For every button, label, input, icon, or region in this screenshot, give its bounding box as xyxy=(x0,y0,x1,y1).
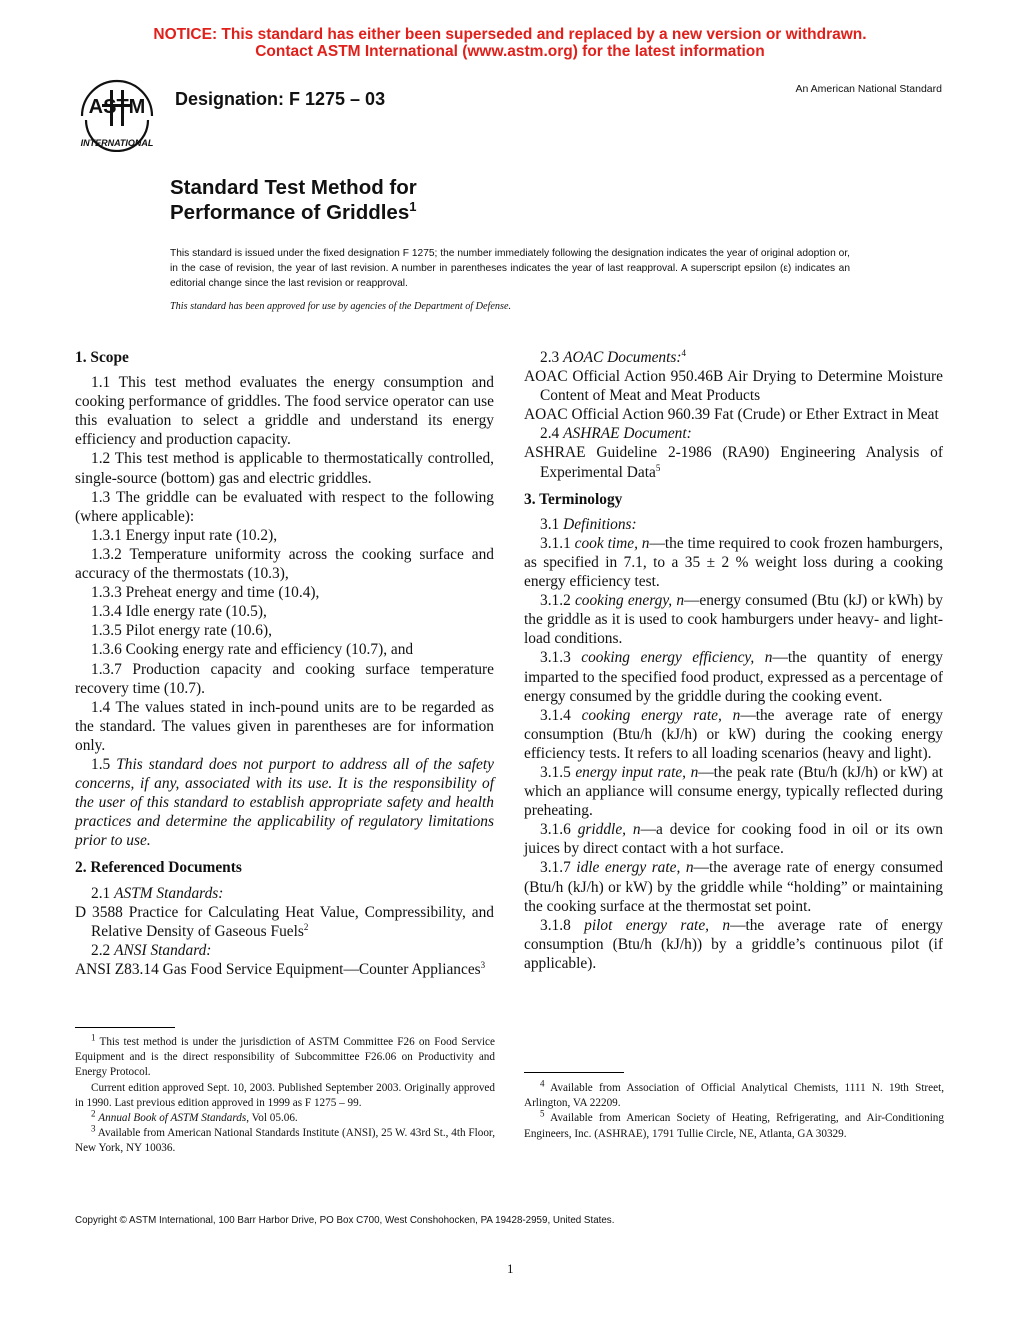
para-1-3-7: 1.3.7 Production capacity and cooking surface temperature recovery time (10.7). xyxy=(75,660,494,697)
para-3-1: 3.1 Definitions: xyxy=(540,515,637,533)
footnote-3: $^3$ Available from American National Standards Institute (ANSI), 25 W. 43rd St., 4th Floor, New York, NY 10036. xyxy=(75,1123,496,1155)
document-title xyxy=(170,175,417,225)
para-1-4: 1.4 The values stated in inch-pound units are to be regarded as the standard. The values given in parentheses are for information only. xyxy=(75,698,494,754)
para-1-3: 1.3 The griddle can be evaluated with respect to the following (where applicable): xyxy=(75,488,494,525)
def-3-1-8: 3.1.8 pilot energy rate, n—the average rate of energy consumption (Btu/h (kJ/h)) by a griddle’s continuous pilot (if applicable). xyxy=(524,916,943,972)
svg-text:ASTM: ASTM xyxy=(88,96,146,118)
para-1-1: 1.1 This test method evaluates the energy consumption and cooking performance of griddles. The food service operator can use this evaluation to select a griddle and understand its energy efficiency and production capacity. xyxy=(75,374,494,449)
designation: Designation: F 1275 – 03 xyxy=(175,89,386,109)
footnote-rule-right xyxy=(524,1072,624,1073)
section-heading-scope: 1. Scope xyxy=(75,349,129,366)
notice-line-2: Contact ASTM International (www.astm.org) for the latest information xyxy=(255,43,765,60)
para-1-3-6: 1.3.6 Cooking energy rate and efficiency (10.7), and xyxy=(91,641,414,659)
def-3-1-5: 3.1.5 energy input rate, n—the peak rate (Btu/h (kJ/h) or kW) at which an appliance will consume energy, typically reflected during preheating. xyxy=(524,763,943,820)
para-2-2: 2.2 ANSI Standard: xyxy=(91,941,212,959)
footnote-5: $^5$ Available from American Society of Heating, Refrigerating, and Air-Conditioning Engineers, Inc. (ASHRAE), 1791 Tullie Circle, NE, Atlanta, GA 30329. xyxy=(524,1108,944,1140)
american-national-standard: An American National Standard xyxy=(795,83,942,95)
def-3-1-4: 3.1.4 cooking energy rate, n—the average rate of energy consumption (Btu/h (kJ/h) or kW) during the cooking energy efficiency tests. It refers to all loading scenarios (heavy and light). xyxy=(524,706,943,762)
issued-statement: This standard is issued under the fixed designation F 1275; the number immediately following the designation indicates the year of original adoption or, in the case of revision, the year of last revision. A number in parentheses indicates the year of last reapproval. A superscript epsilon (ε) indicates an editorial change since the last revision or reapproval. xyxy=(170,248,850,289)
para-2-1: 2.1 ASTM Standards: xyxy=(91,884,224,902)
title-footnote-mark: 1 xyxy=(409,199,417,215)
title-line-2: Performance of Griddles$^1$ xyxy=(170,199,417,224)
ref-aoac-950-46b: AOAC Official Action 950.46B Air Drying to Determine Moisture Content of Meat and Meat Products xyxy=(524,368,943,405)
astm-logo xyxy=(72,78,162,152)
notice-line-1: NOTICE: This standard has either been superseded and replaced by a new version or withdrawn. xyxy=(153,26,867,43)
ref-aoac-960-39: AOAC Official Action 960.39 Fat (Crude) or Ether Extract in Meat xyxy=(524,406,939,424)
ref-ansi-z83-14: ANSI Z83.14 Gas Food Service Equipment—Counter Appliances$^3$ xyxy=(75,959,486,978)
section-heading-referenced-documents: 2. Referenced Documents xyxy=(75,859,242,877)
def-3-1-7: 3.1.7 idle energy rate, n—the average rate of energy consumed (Btu/h (kJ/h) or kW) by the griddle while “holding” or maintaining the cooking surface at the thermostat set point. xyxy=(524,859,944,915)
svg-text:INTERNATIONAL: INTERNATIONAL xyxy=(80,138,154,148)
footnote-rule-left xyxy=(75,1027,175,1028)
left-column xyxy=(75,348,494,979)
ref-ashrae-guideline: ASHRAE Guideline 2-1986 (RA90) Engineering Analysis of Experimental Data$^5$ xyxy=(524,444,943,481)
copyright-line: Copyright © ASTM International, 100 Barr Harbor Drive, PO Box C700, West Conshohocken, PA 19428-2959, United States. xyxy=(75,1215,615,1226)
para-2-3: 2.3 AOAC Documents:$^4$ xyxy=(540,347,687,366)
footnote-1: $^1$ This test method is under the jurisdiction of ASTM Committee F26 on Food Service Equipment and is the direct responsibility of Subcommittee F26.06 on Productivity and Energy Protocol. xyxy=(75,1032,495,1079)
para-1-3-5: 1.3.5 Pilot energy rate (10.6), xyxy=(91,622,272,640)
para-2-4: 2.4 ASHRAE Document: xyxy=(540,425,692,443)
para-1-2: 1.2 This test method is applicable to thermostatically controlled, single-source (bottom) gas and electric griddles. xyxy=(75,450,494,487)
page-number: 1 xyxy=(507,1261,514,1276)
footnotes-left xyxy=(75,1032,496,1157)
ref-d3588: D 3588 Practice for Calculating Heat Value, Compressibility, and Relative Density of Gaseous Fuels$^2$ xyxy=(75,903,494,940)
def-3-1-6: 3.1.6 griddle, n—a device for cooking food in oil or its own juices by direct contact with a hot surface. xyxy=(524,821,943,858)
def-3-1-1: 3.1.1 cook time, n—the time required to cook frozen hamburgers, as specified in 7.1, to a 35 ± 2 % weight loss during a cooking energy efficiency test. xyxy=(524,534,943,591)
para-1-3-2: 1.3.2 Temperature uniformity across the cooking surface and accuracy of the thermostats (10.3), xyxy=(75,545,494,583)
footnote-2: $^2$ Annual Book of ASTM Standards, Vol 05.06. xyxy=(91,1108,298,1125)
para-1-5: 1.5 This standard does not purport to address all of the safety concerns, if any, associated with its use. It is the responsibility of the user of this standard to establish appropriate safety and health practices and determine the applicability of regulatory limitations prior to use. xyxy=(75,755,494,850)
para-1-3-4: 1.3.4 Idle energy rate (10.5), xyxy=(91,603,267,621)
footnotes-right xyxy=(524,1078,944,1142)
dod-approval-statement: This standard has been approved for use by agencies of the Department of Defense. xyxy=(170,301,512,312)
para-1-3-1: 1.3.1 Energy input rate (10.2), xyxy=(91,526,278,544)
footnote-1-edition: Current edition approved Sept. 10, 2003. Published September 2003. Originally approved in 1990. Last previous edition approved in 1999 as F 1275 – 99. xyxy=(75,1081,495,1109)
section-heading-terminology: 3. Terminology xyxy=(524,490,623,508)
def-3-1-3: 3.1.3 cooking energy efficiency, n—the quantity of energy imparted to the specified food product, expressed as a percentage of energy consumed by the griddle during the cooking event. xyxy=(524,649,943,705)
right-column xyxy=(524,348,943,973)
title-line-1: Standard Test Method for xyxy=(170,176,417,199)
def-3-1-2: 3.1.2 cooking energy, n—energy consumed (Btu (kJ) or kWh) by the griddle as it is used to cook hamburgers under heavy- and light-load conditions. xyxy=(524,592,943,648)
footnote-4: $^4$ Available from Association of Official Analytical Chemists, 1111 N. 19th Street, Arlington, VA 22209. xyxy=(524,1078,944,1110)
para-1-3-3: 1.3.3 Preheat energy and time (10.4), xyxy=(91,584,320,602)
withdrawal-notice xyxy=(0,26,1020,60)
